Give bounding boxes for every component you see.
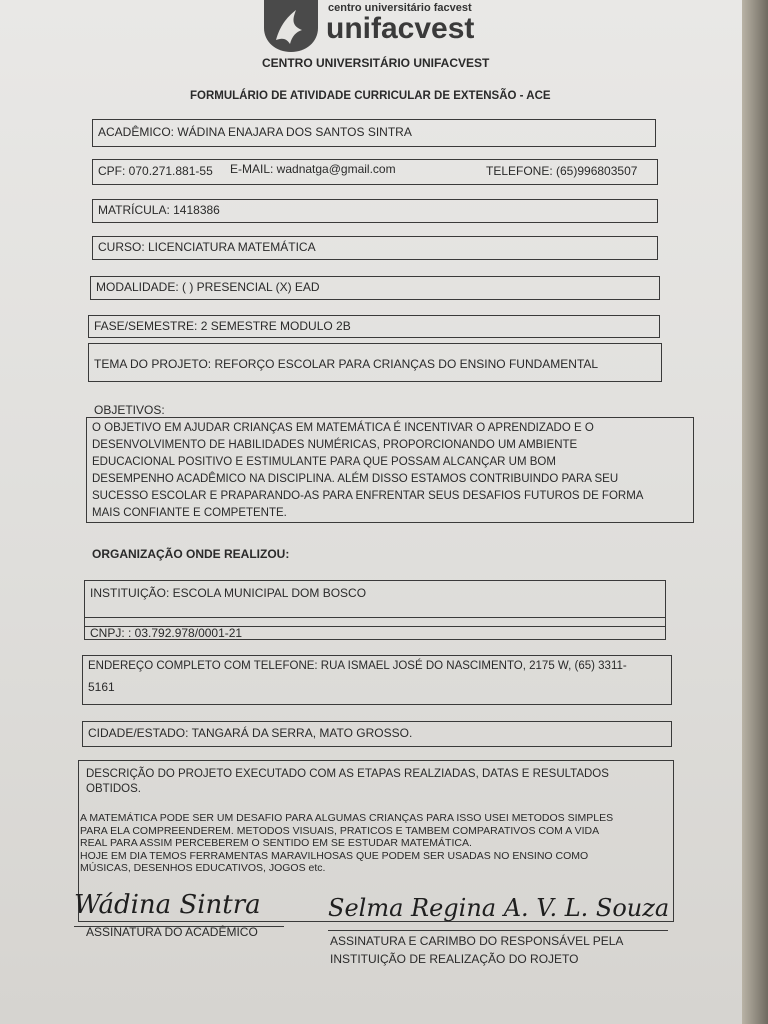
unifacvest-logo	[262, 0, 502, 52]
modalidade-text: MODALIDADE: ( ) PRESENCIAL (X) EAD	[96, 280, 320, 294]
endereco-line-1: ENDEREÇO COMPLETO COM TELEFONE: RUA ISMAEL JOSÉ DO NASCIMENTO, 2175 W, (65) 3311-	[88, 660, 627, 672]
institution-name: CENTRO UNIVERSITÁRIO UNIFACVEST	[262, 56, 490, 70]
objetivos-text	[92, 420, 692, 522]
cpf-text: CPF: 070.271.881-55	[98, 164, 213, 178]
academico-signature: Wádina Sintra	[74, 890, 261, 920]
logo-wordmark: unifacvest	[326, 12, 475, 45]
descricao-line: REAL PARA ASSIM PERCEBEREM O SENTIDO EM SE ESTUDAR MATEMÁTICA.	[80, 837, 472, 849]
divider	[84, 617, 666, 618]
telefone-text: TELEFONE: (65)996803507	[486, 164, 638, 178]
objetivos-line: DESENVOLVIMENTO DE HABILIDADES NUMÉRICAS, PROPORCIONANDO UM AMBIENTE	[92, 439, 578, 451]
descricao-line: PARA ELA COMPREENDEREM. METODOS VISUAIS, PRATICOS E TAMBEM COMPARATIVOS COM A VIDA	[80, 824, 600, 837]
cidade-text: CIDADE/ESTADO: TANGARÁ DA SERRA, MATO GROSSO.	[88, 726, 413, 740]
assinatura-academico-label: ASSINATURA DO ACADÊMICO	[86, 925, 258, 939]
email-text: E-MAIL: wadnatga@gmail.com	[230, 162, 396, 176]
fase-text: FASE/SEMESTRE: 2 SEMESTRE MODULO 2B	[94, 319, 351, 333]
descricao-text	[80, 812, 670, 875]
signature-line	[328, 930, 668, 931]
descricao-line: MÚSICAS, DESENHOS EDUCATIVOS, JOGOS etc.	[80, 862, 326, 874]
descricao-title: DESCRIÇÃO DO PROJETO EXECUTADO COM AS ETAPAS REALZIADAS, DATAS E RESULTADOS	[86, 768, 609, 780]
descricao-title-cont: OBTIDOS.	[86, 783, 141, 795]
academico-text: ACADÊMICO: WÁDINA ENAJARA DOS SANTOS SINTRA	[98, 125, 412, 139]
form-title: FORMULÁRIO DE ATIVIDADE CURRICULAR DE EXTENSÃO - ACE	[190, 90, 551, 102]
objetivos-line: SUCESSO ESCOLAR E PRAPARANDO-AS PARA ENFRENTAR SEUS DESAFIOS FUTUROS DE FORMA	[92, 490, 644, 502]
objetivos-line: MAIS CONFIANTE E COMPETENTE.	[92, 507, 287, 519]
descricao-line: A MATEMÁTICA PODE SER UM DESAFIO PARA ALGUMAS CRIANÇAS PARA ISSO USEI METODOS SIMPLES	[80, 812, 614, 824]
objetivos-line: O OBJETIVO EM AJUDAR CRIANÇAS EM MATEMÁTICA É INCENTIVAR O APRENDIZADO E O	[92, 422, 594, 434]
logo-subtitle: centro universitário facvest	[328, 2, 472, 14]
endereco-line-2: 5161	[88, 680, 115, 694]
matricula-text: MATRÍCULA: 1418386	[98, 203, 220, 217]
logo-emblem-icon	[262, 0, 320, 52]
objetivos-line: DESEMPENHO ACADÊMICO NA DISCIPLINA. ALÉM DISSO ESTAMOS CONTRIBUINDO PARA SEU	[92, 473, 619, 485]
background-surface	[742, 0, 768, 1024]
instituicao-text: INSTITUIÇÃO: ESCOLA MUNICIPAL DOM BOSCO	[90, 586, 367, 600]
assinatura-responsavel-label: ASSINATURA E CARIMBO DO RESPONSÁVEL PELA	[330, 934, 624, 948]
responsavel-signature: Selma Regina A. V. L. Souza	[328, 894, 670, 922]
cnpj-text: CNPJ: : 03.792.978/0001-21	[90, 626, 243, 640]
objetivos-line: EDUCACIONAL POSITIVO E ESTIMULANTE PARA QUE POSSAM ALCANÇAR UM BOM	[92, 456, 556, 468]
assinatura-responsavel-label-2: INSTITUIÇÃO DE REALIZAÇÃO DO ROJETO	[330, 952, 579, 966]
descricao-line: HOJE EM DIA TEMOS FERRAMENTAS MARAVILHOSAS QUE PODEM SER USADAS NO ENSINO COMO	[80, 849, 589, 862]
curso-text: CURSO: LICENCIATURA MATEMÁTICA	[98, 240, 316, 254]
tema-text: TEMA DO PROJETO: REFORÇO ESCOLAR PARA CRIANÇAS DO ENSINO FUNDAMENTAL	[94, 357, 599, 371]
organizacao-heading: ORGANIZAÇÃO ONDE REALIZOU:	[92, 547, 290, 561]
objetivos-label: OBJETIVOS:	[94, 403, 165, 417]
